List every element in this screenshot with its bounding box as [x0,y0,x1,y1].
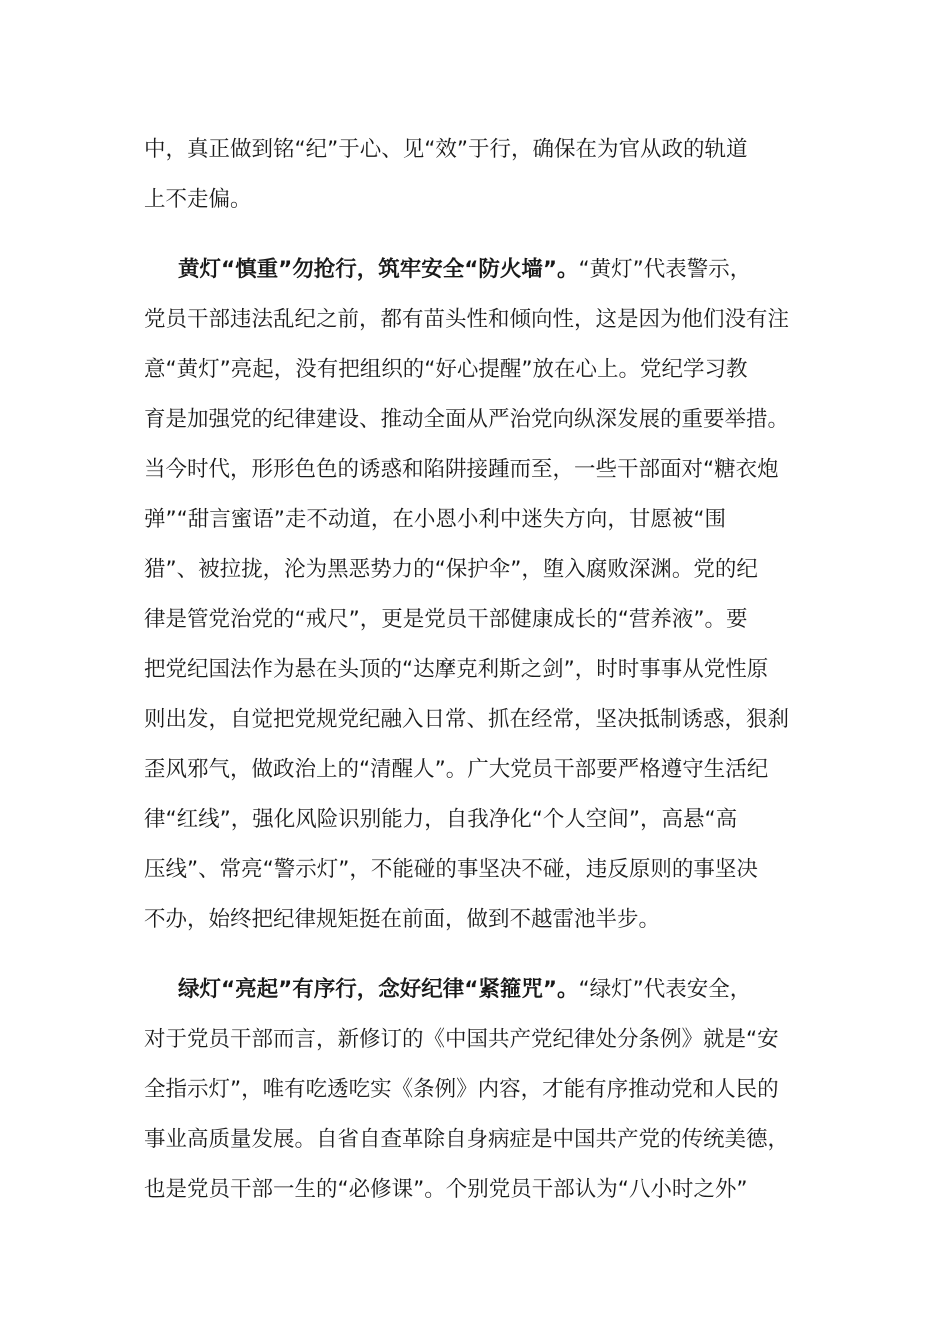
paragraph-yellow-light [144,245,804,945]
text-line: 弹”“甜言蜜语”走不动道，在小恩小利中迷失方向，甘愿被“围 [144,507,727,532]
text-line: 律是管党治党的“戒尺”，更是党员干部健康成长的“营养液”。要 [144,607,748,632]
paragraph-first-line [144,965,804,1015]
text-line: 压线”、常亮“警示灯”，不能碰的事坚决不碰，违反原则的事坚决 [144,857,758,882]
text-line: 当今时代，形形色色的诱惑和陷阱接踵而至，一些干部面对“糖衣炮 [144,457,779,482]
paragraph-continuation [144,125,804,225]
text-line: 则出发，自觉把党规党纪融入日常、抓在经常，坚决抵制诱惑，狠刹 [144,707,790,732]
paragraph-green-light [144,965,804,1215]
text-line: 不办，始终把纪律规矩挺在前面，做到不越雷池半步。 [144,907,661,932]
paragraph-heading: 黄灯“慎重”勿抢行，筑牢安全“防火墙”。 [178,257,579,282]
text-run: “黄灯”代表警示， [578,257,752,282]
text-line: 也是党员干部一生的“必修课”。个别党员干部认为“八小时之外” [144,1177,748,1202]
text-line: 全指示灯”，唯有吃透吃实《条例》内容，才能有序推动党和人民的 [144,1077,779,1102]
text-line: 党员干部违法乱纪之前，都有苗头性和倾向性，这是因为他们没有注 [144,307,790,332]
text-line: 律“红线”，强化风险识别能力，自我净化“个人空间”，高悬“高 [144,807,738,832]
text-line: 意“黄灯”亮起，没有把组织的“好心提醒”放在心上。党纪学习教 [144,357,748,382]
text-run: “绿灯”代表安全， [578,977,752,1002]
text-line: 歪风邪气，做政治上的“清醒人”。广大党员干部要严格遵守生活纪 [144,757,769,782]
text-line: 上不走偏。 [144,187,252,212]
text-line: 对于党员干部而言，新修订的《中国共产党纪律处分条例》就是“安 [144,1027,779,1052]
paragraph-heading: 绿灯“亮起”有序行，念好纪律“紧箍咒”。 [178,977,579,1002]
text-line: 把党纪国法作为悬在头顶的“达摩克利斯之剑”，时时事事从党性原 [144,657,769,682]
text-line: 育是加强党的纪律建设、推动全面从严治党向纵深发展的重要举措。 [144,407,790,432]
text-line: 猎”、被拉拢，沦为黑恶势力的“保护伞”，堕入腐败深渊。党的纪 [144,557,758,582]
text-line: 中，真正做到铭“纪”于心、见“效”于行，确保在为官从政的轨道 [144,137,748,162]
text-line: 事业高质量发展。自省自查革除自身病症是中国共产党的传统美德， [144,1127,790,1152]
paragraph-first-line [144,245,804,295]
